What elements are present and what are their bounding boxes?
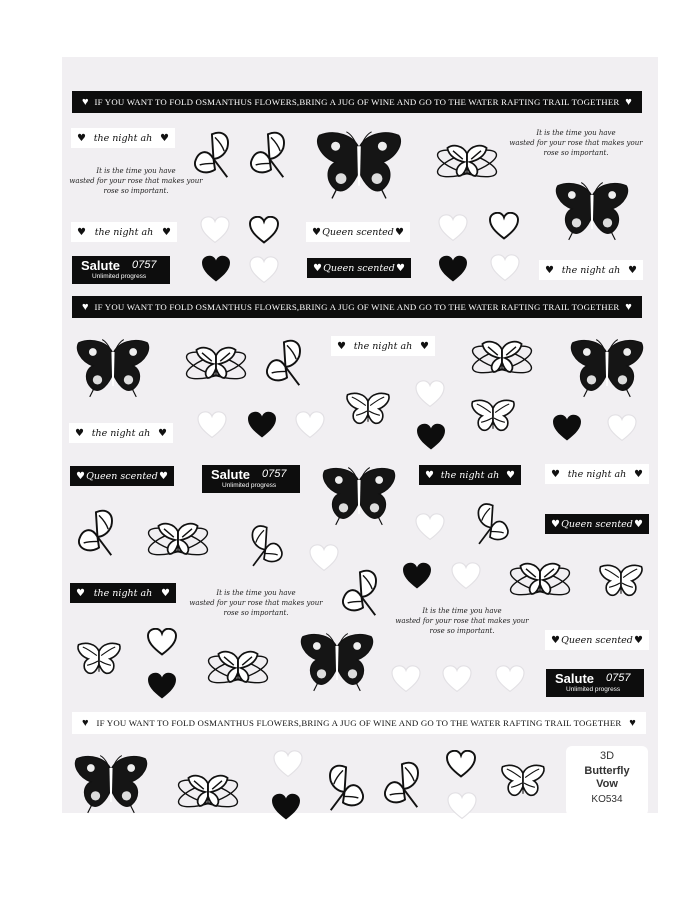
butterfly-icon xyxy=(196,640,280,696)
banner-text: IF YOU WANT TO FOLD OSMANTHUS FLOWERS,BRING A JUG OF WINE AND GO TO THE WATER RAFTING TRAIL TOGETHER xyxy=(94,97,620,107)
heart-icon xyxy=(606,414,638,442)
butterfly-icon xyxy=(496,760,550,806)
salute-sticker: Salute 0757 Unlimited progress xyxy=(72,256,170,284)
butterfly-icon xyxy=(236,522,292,570)
butterfly-icon xyxy=(462,500,518,548)
butterfly-icon xyxy=(460,330,544,386)
heart-icon xyxy=(437,214,469,242)
heart-icon xyxy=(246,411,278,439)
banner-text: IF YOU WANT TO FOLD OSMANTHUS FLOWERS,BRING A JUG OF WINE AND GO TO THE WATER RAFTING TRAIL TOGETHER xyxy=(96,718,622,728)
night-tag: ♥ the night ah ♥ xyxy=(71,222,177,242)
heart-icon xyxy=(146,672,178,700)
heart-icon xyxy=(270,793,302,821)
butterfly-icon xyxy=(72,338,154,400)
heart-icon xyxy=(272,750,304,778)
night-tag: ♥ the night ah ♥ xyxy=(419,465,521,485)
night-tag: ♥ the night ah ♥ xyxy=(331,336,435,356)
script-quote: It is the time you have wasted for your rose that makes your rose so important. xyxy=(189,589,323,617)
queen-tag: ♥ Queen scented ♥ xyxy=(545,630,649,650)
heart-icon xyxy=(401,562,433,590)
butterfly-icon xyxy=(341,388,395,434)
night-tag: ♥ the night ah ♥ xyxy=(539,260,643,280)
heart-icon: ♥ xyxy=(82,717,89,729)
butterfly-icon xyxy=(174,336,258,392)
label-3d: 3D xyxy=(599,750,615,762)
script-quote: It is the time you have wasted for your rose that makes your rose so important. xyxy=(509,129,643,157)
night-tag: ♥ the night ah ♥ xyxy=(70,583,176,603)
heart-icon xyxy=(415,423,447,451)
night-tag: ♥ the night ah ♥ xyxy=(71,128,175,148)
butterfly-icon xyxy=(340,566,386,620)
butterfly-icon xyxy=(296,632,378,694)
butterfly-icon xyxy=(594,560,648,606)
heart-icon xyxy=(196,411,228,439)
quote-banner xyxy=(72,296,642,318)
heart-icon xyxy=(445,750,477,778)
heart-icon: ♥ xyxy=(625,96,632,108)
heart-icon: ♥ xyxy=(625,301,632,313)
heart-icon: ♥ xyxy=(82,301,89,313)
queen-tag: ♥ Queen scented ♥ xyxy=(70,466,174,486)
butterfly-icon xyxy=(136,512,220,568)
heart-icon xyxy=(494,665,526,693)
heart-icon xyxy=(437,255,469,283)
butterfly-icon xyxy=(76,506,122,560)
queen-tag: ♥ Queen scented ♥ xyxy=(307,258,411,278)
product-label xyxy=(566,746,648,816)
heart-icon xyxy=(308,544,340,572)
heart-icon xyxy=(390,665,422,693)
quote-banner xyxy=(72,712,646,734)
heart-icon xyxy=(489,254,521,282)
heart-icon: ♥ xyxy=(629,717,636,729)
heart-icon xyxy=(200,255,232,283)
heart-icon: ♥ xyxy=(82,96,89,108)
butterfly-icon xyxy=(264,336,310,390)
heart-icon xyxy=(551,414,583,442)
night-tag: ♥ the night ah ♥ xyxy=(545,464,649,484)
butterfly-icon xyxy=(498,552,582,608)
butterfly-icon xyxy=(320,760,366,816)
butterfly-icon xyxy=(382,758,428,812)
script-quote: It is the time you have wasted for your rose that makes your rose so important. xyxy=(69,167,203,195)
heart-icon xyxy=(446,792,478,820)
heart-icon xyxy=(414,513,446,541)
butterfly-icon xyxy=(310,130,408,202)
butterfly-icon xyxy=(166,764,250,820)
queen-tag: ♥ Queen scented ♥ xyxy=(545,514,649,534)
butterfly-icon xyxy=(248,126,294,184)
butterfly-icon xyxy=(466,395,520,441)
heart-icon xyxy=(441,665,473,693)
heart-icon xyxy=(248,216,280,244)
butterfly-icon xyxy=(70,754,152,816)
banner-text: IF YOU WANT TO FOLD OSMANTHUS FLOWERS,BRING A JUG OF WINE AND GO TO THE WATER RAFTING TRAIL TOGETHER xyxy=(94,302,620,312)
heart-icon xyxy=(199,216,231,244)
heart-icon xyxy=(248,256,280,284)
butterfly-icon xyxy=(426,134,508,190)
label-code: KO534 xyxy=(591,794,623,805)
script-quote: It is the time you have wasted for your rose that makes your rose so important. xyxy=(395,607,529,635)
heart-icon xyxy=(414,380,446,408)
night-tag: ♥ the night ah ♥ xyxy=(69,423,173,443)
heart-icon xyxy=(146,628,178,656)
salute-sticker: Salute 0757 Unlimited progress xyxy=(202,465,300,493)
butterfly-icon xyxy=(566,338,648,400)
heart-icon xyxy=(488,212,520,240)
salute-sticker: Salute 0757 Unlimited progress xyxy=(546,669,644,697)
queen-tag: ♥ Queen scented ♥ xyxy=(306,222,410,242)
butterfly-icon xyxy=(72,638,126,684)
butterfly-icon xyxy=(192,128,238,182)
heart-icon xyxy=(294,411,326,439)
quote-banner xyxy=(72,91,642,113)
label-title: Butterfly Vow xyxy=(584,765,630,790)
butterfly-icon xyxy=(318,466,400,528)
heart-icon xyxy=(450,562,482,590)
butterfly-icon xyxy=(551,181,633,243)
